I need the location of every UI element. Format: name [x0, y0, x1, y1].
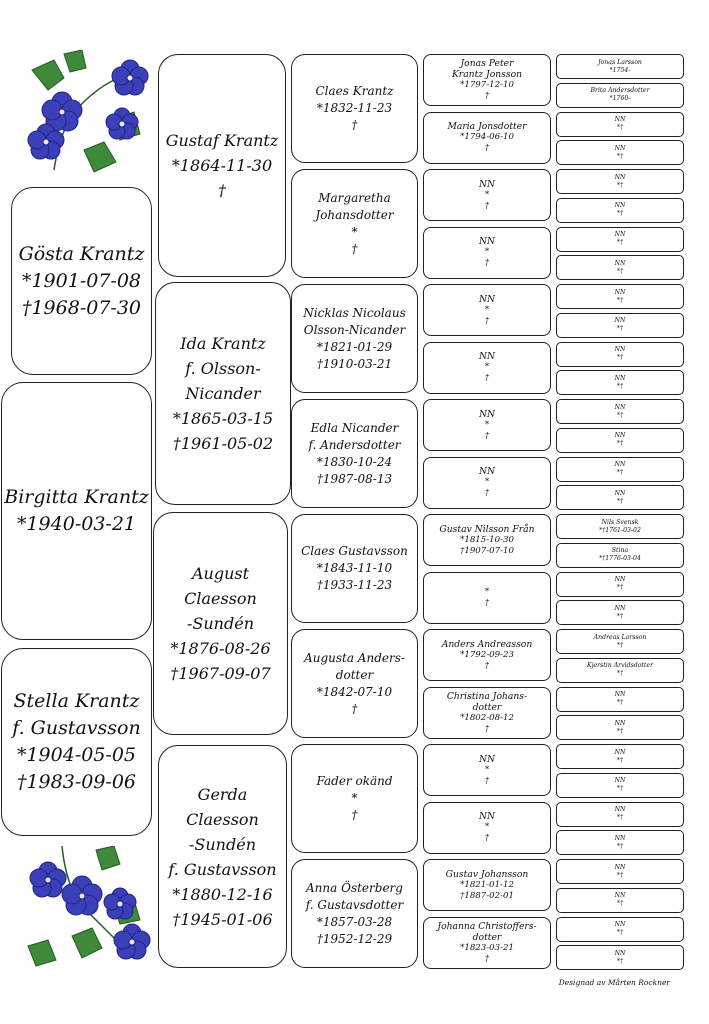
person-birth: *: [484, 586, 490, 597]
person-birth: *1904-05-05: [16, 744, 137, 766]
person-dates: *†: [616, 929, 624, 936]
person-dates: *†: [616, 957, 624, 965]
person-dates: *†: [616, 497, 624, 505]
person-birth: *1832-11-23: [316, 101, 393, 115]
person-birth: *: [484, 362, 490, 372]
person-card-gen5[interactable]: [556, 744, 684, 769]
person-name: Augusta Anders- dotter: [304, 650, 405, 682]
person-name: NN: [614, 144, 626, 152]
person-birth: *1865-03-15: [172, 409, 274, 428]
person-dates: *†1776-03-04: [599, 555, 641, 563]
person-birth: *: [484, 419, 490, 430]
person-name: NN: [478, 753, 496, 765]
person-name: Brita Andersdotter: [590, 87, 650, 95]
person-card-gen5[interactable]: [556, 572, 684, 597]
person-name: NN: [614, 604, 626, 612]
person-card-gen5[interactable]: [556, 830, 684, 855]
person-name: NN: [614, 432, 626, 440]
person-card-gen4[interactable]: [423, 917, 551, 969]
person-birth: *1843-11-10: [316, 561, 393, 575]
person-card-gen5[interactable]: [556, 54, 684, 79]
person-birth: *1821-01-12: [460, 879, 514, 890]
person-birth: *1901-07-08: [21, 269, 142, 292]
person-name: Gustav Johansson: [445, 868, 529, 880]
person-name: Johanna Christoffers- dotter: [437, 920, 537, 943]
person-name: Nils Svensk: [601, 518, 639, 526]
person-birth: *1821-01-29: [316, 339, 393, 354]
person-name: Nicklas Nicolaus Olsson-Nicander: [303, 305, 406, 337]
person-death: †: [484, 660, 490, 671]
person-death: †1961-05-02: [172, 434, 274, 453]
person-card-birgitta[interactable]: [1, 382, 152, 640]
person-birth: *1880-12-16: [172, 884, 273, 904]
person-death: †: [484, 315, 490, 326]
person-card-gen4[interactable]: [423, 457, 551, 509]
person-card-gen5[interactable]: [556, 428, 684, 453]
person-name: NN: [478, 293, 496, 305]
person-dates: *†: [616, 756, 624, 764]
flower-top-illustration: [24, 50, 156, 178]
person-card-gen5[interactable]: [556, 600, 684, 625]
person-card-gen4[interactable]: [423, 284, 551, 336]
person-death: †: [351, 808, 358, 822]
person-death: †: [351, 701, 358, 716]
person-card-ida[interactable]: [155, 282, 291, 505]
person-card-august[interactable]: [153, 512, 288, 735]
person-name: NN: [614, 403, 626, 411]
person-death: †: [484, 143, 490, 153]
person-name: NN: [614, 374, 626, 382]
person-card-gen4[interactable]: [423, 572, 551, 624]
person-dates: *†: [616, 842, 624, 850]
person-death: †: [484, 373, 490, 383]
person-dates: *†: [616, 296, 624, 304]
person-name: Gustaf Krantz: [165, 131, 279, 150]
person-card-gen4[interactable]: [423, 399, 551, 451]
person-card-gen5[interactable]: [556, 802, 684, 827]
person-dates: *†: [616, 152, 624, 160]
person-name: NN: [614, 317, 626, 325]
person-death: †: [484, 775, 490, 786]
person-death: †: [484, 723, 490, 734]
person-card-gen4[interactable]: [423, 744, 551, 796]
person-dates: *1754-: [609, 66, 631, 74]
person-name: NN: [478, 466, 496, 477]
person-death: †1983-09-06: [16, 771, 137, 793]
person-dates: *†: [616, 785, 624, 793]
person-card-gen4[interactable]: [423, 227, 551, 279]
flower-bottom-illustration: [22, 846, 156, 970]
person-card-gen5[interactable]: [556, 198, 684, 223]
person-name: NN: [614, 748, 626, 756]
person-dates: *†1761-03-02: [599, 526, 641, 534]
person-dates: *†: [616, 900, 624, 908]
person-dates: *†: [616, 727, 624, 735]
person-dates: *†: [616, 267, 624, 275]
person-death: †: [484, 953, 490, 964]
person-dates: *†: [616, 871, 624, 879]
person-birth: *1842-07-10: [316, 684, 393, 699]
person-card-edla[interactable]: [291, 399, 418, 508]
person-birth: *1857-03-28: [316, 914, 393, 929]
person-card-fader-okand[interactable]: [291, 744, 418, 853]
person-birth: *1864-11-30: [171, 156, 273, 175]
person-card-gen5[interactable]: [556, 255, 684, 280]
person-name: Gustav Nilsson Från: [439, 523, 535, 535]
person-card-gen4[interactable]: [423, 342, 551, 394]
person-death: †: [484, 833, 490, 843]
person-card-gen5[interactable]: [556, 945, 684, 970]
person-card-gen5[interactable]: [556, 342, 684, 367]
person-name: NN: [478, 351, 496, 362]
person-name: Gerda Claesson -Sundén f. Gustavsson: [168, 784, 277, 879]
person-dates: *†: [616, 641, 624, 649]
person-birth: *1797-12-10: [460, 80, 514, 90]
person-dates: *†: [616, 814, 624, 821]
person-card-gen4[interactable]: [423, 169, 551, 221]
person-death: †: [351, 118, 358, 132]
person-card-gen5[interactable]: [556, 629, 684, 654]
person-birth: *: [484, 764, 490, 775]
person-name: NN: [614, 921, 626, 928]
person-name: Fader okänd: [316, 774, 393, 788]
person-card-gen4[interactable]: [423, 514, 551, 566]
person-birth: *: [484, 189, 490, 200]
person-birth: *1940-03-21: [16, 513, 137, 535]
person-name: Edla Nicander f. Andersdotter: [308, 420, 401, 452]
person-card-gen5[interactable]: [556, 859, 684, 884]
person-card-gen4[interactable]: [423, 54, 551, 106]
person-card-gosta[interactable]: [11, 187, 152, 375]
person-dates: *†: [616, 699, 624, 706]
person-name: NN: [614, 231, 626, 238]
person-name: NN: [614, 863, 626, 871]
person-name: Christina Johans- dotter: [446, 690, 528, 713]
designer-credit: Designad av Mårten Rockner: [558, 978, 670, 987]
person-birth: *: [484, 247, 490, 257]
person-birth: *1876-08-26: [170, 639, 271, 658]
person-birth: *1792-09-23: [460, 649, 514, 660]
person-birth: *: [484, 822, 490, 832]
person-card-stella[interactable]: [1, 648, 152, 836]
person-dates: *†: [616, 124, 624, 131]
person-death: †1907-07-10: [460, 545, 514, 556]
person-dates: *†: [616, 239, 624, 246]
person-dates: *†: [616, 354, 624, 361]
person-dates: *†: [616, 325, 624, 333]
person-card-gustaf[interactable]: [158, 54, 286, 277]
person-card-anna[interactable]: [291, 859, 418, 968]
person-birth: *1802-08-12: [460, 712, 514, 723]
person-dates: *†: [616, 210, 624, 218]
person-death: †1945-01-06: [172, 909, 273, 929]
person-death: †: [484, 258, 490, 268]
person-card-gen5[interactable]: [556, 687, 684, 712]
person-dates: *†: [616, 469, 624, 476]
person-card-claes-krantz[interactable]: [291, 54, 418, 163]
person-card-gen5[interactable]: [556, 715, 684, 740]
person-dates: *†: [616, 584, 624, 591]
person-card-margaretha[interactable]: [291, 169, 418, 278]
person-card-nicklas[interactable]: [291, 284, 418, 393]
person-death: †: [484, 488, 490, 498]
person-name: Jonas Peter Krantz Jonsson: [451, 58, 523, 80]
person-card-gen5[interactable]: [556, 313, 684, 338]
person-name: Andreas Larsson: [593, 633, 647, 641]
person-card-gen4[interactable]: [423, 687, 551, 739]
person-name: NN: [614, 173, 626, 181]
person-name: NN: [614, 259, 626, 267]
person-death: †: [484, 430, 490, 441]
person-card-gen5[interactable]: [556, 457, 684, 482]
person-name: August Claesson -Sundén: [184, 564, 257, 633]
person-name: NN: [614, 461, 626, 468]
person-card-gen5[interactable]: [556, 917, 684, 942]
person-dates: *†: [616, 382, 624, 390]
person-name: NN: [614, 719, 626, 727]
person-card-gen5[interactable]: [556, 83, 684, 108]
person-name: Jonas Larsson: [598, 58, 642, 66]
person-name: Anna Österberg f. Gustavsdotter: [305, 880, 404, 912]
person-name: Kjerstin Arvidsdotter: [586, 662, 654, 670]
person-name: NN: [614, 288, 626, 296]
person-name: NN: [478, 178, 496, 190]
person-birth: *: [351, 224, 358, 239]
person-death: †1967-09-07: [170, 664, 271, 683]
person-name: NN: [614, 202, 626, 210]
person-name: Stina: [611, 547, 629, 555]
person-name: NN: [614, 116, 626, 123]
person-death: †1968-07-30: [21, 296, 142, 319]
person-death: †1987-08-13: [316, 471, 393, 486]
person-birth: *1815-10-30: [460, 534, 514, 545]
person-card-gen5[interactable]: [556, 284, 684, 309]
person-dates: *1760-: [609, 95, 631, 103]
person-death: †: [351, 241, 358, 256]
person-name: NN: [614, 691, 626, 698]
person-name: NN: [614, 834, 626, 842]
person-dates: *†: [616, 181, 624, 189]
person-card-gen5[interactable]: [556, 370, 684, 395]
person-card-gen5[interactable]: [556, 514, 684, 539]
person-name: Stella Krantz f. Gustavsson: [12, 690, 141, 739]
person-death: †: [484, 597, 490, 608]
person-birth: *1823-03-21: [460, 942, 514, 953]
person-name: Maria Jonsdotter: [447, 121, 527, 132]
person-card-gen5[interactable]: [556, 773, 684, 798]
person-birth: *1830-10-24: [316, 454, 393, 469]
person-birth: *: [484, 477, 490, 487]
person-card-gen5[interactable]: [556, 140, 684, 165]
person-death: †: [484, 200, 490, 211]
person-card-gen5[interactable]: [556, 888, 684, 913]
person-card-gen5[interactable]: [556, 485, 684, 510]
person-card-gen5[interactable]: [556, 227, 684, 252]
person-death: †1933-11-23: [316, 578, 393, 592]
person-name: Claes Gustavsson: [301, 544, 408, 558]
person-card-claes-gustavsson[interactable]: [291, 514, 418, 623]
person-dates: *†: [616, 670, 624, 678]
person-card-gen5[interactable]: [556, 112, 684, 137]
person-name: NN: [614, 777, 626, 785]
person-card-augusta[interactable]: [291, 629, 418, 738]
person-death: †: [218, 181, 226, 200]
person-name: Gösta Krantz: [18, 242, 145, 265]
person-card-gen5[interactable]: [556, 658, 684, 683]
person-birth: *: [484, 304, 490, 315]
person-name: NN: [614, 346, 626, 353]
person-death: †1887-02-01: [460, 890, 514, 901]
person-name: NN: [478, 408, 496, 420]
person-card-gerda[interactable]: [158, 745, 287, 968]
person-name: NN: [478, 811, 496, 822]
person-card-gen4[interactable]: [423, 112, 551, 164]
person-card-gen4[interactable]: [423, 629, 551, 681]
person-card-gen5[interactable]: [556, 399, 684, 424]
person-card-gen4[interactable]: [423, 802, 551, 854]
person-dates: *†: [616, 440, 624, 448]
person-death: †1952-12-29: [316, 931, 393, 946]
person-name: Margaretha Johansdotter: [315, 190, 394, 222]
person-card-gen4[interactable]: [423, 859, 551, 911]
person-name: Birgitta Krantz: [4, 486, 149, 508]
person-name: NN: [614, 892, 626, 900]
person-name: Anders Andreasson: [441, 638, 533, 650]
person-name: NN: [478, 236, 496, 247]
person-card-gen5[interactable]: [556, 543, 684, 568]
person-birth: *: [351, 791, 358, 805]
person-name: Claes Krantz: [315, 84, 394, 98]
person-dates: *†: [616, 612, 624, 620]
person-death: †1910-03-21: [316, 356, 393, 371]
person-death: †: [484, 91, 490, 101]
person-dates: *†: [616, 411, 624, 419]
person-name: NN: [614, 949, 626, 957]
person-name: NN: [614, 576, 626, 583]
person-name: NN: [614, 489, 626, 497]
person-card-gen5[interactable]: [556, 169, 684, 194]
person-name: Ida Krantz f. Olsson- Nicander: [180, 334, 266, 403]
person-name: NN: [614, 806, 626, 813]
person-birth: *1794-06-10: [460, 132, 514, 142]
